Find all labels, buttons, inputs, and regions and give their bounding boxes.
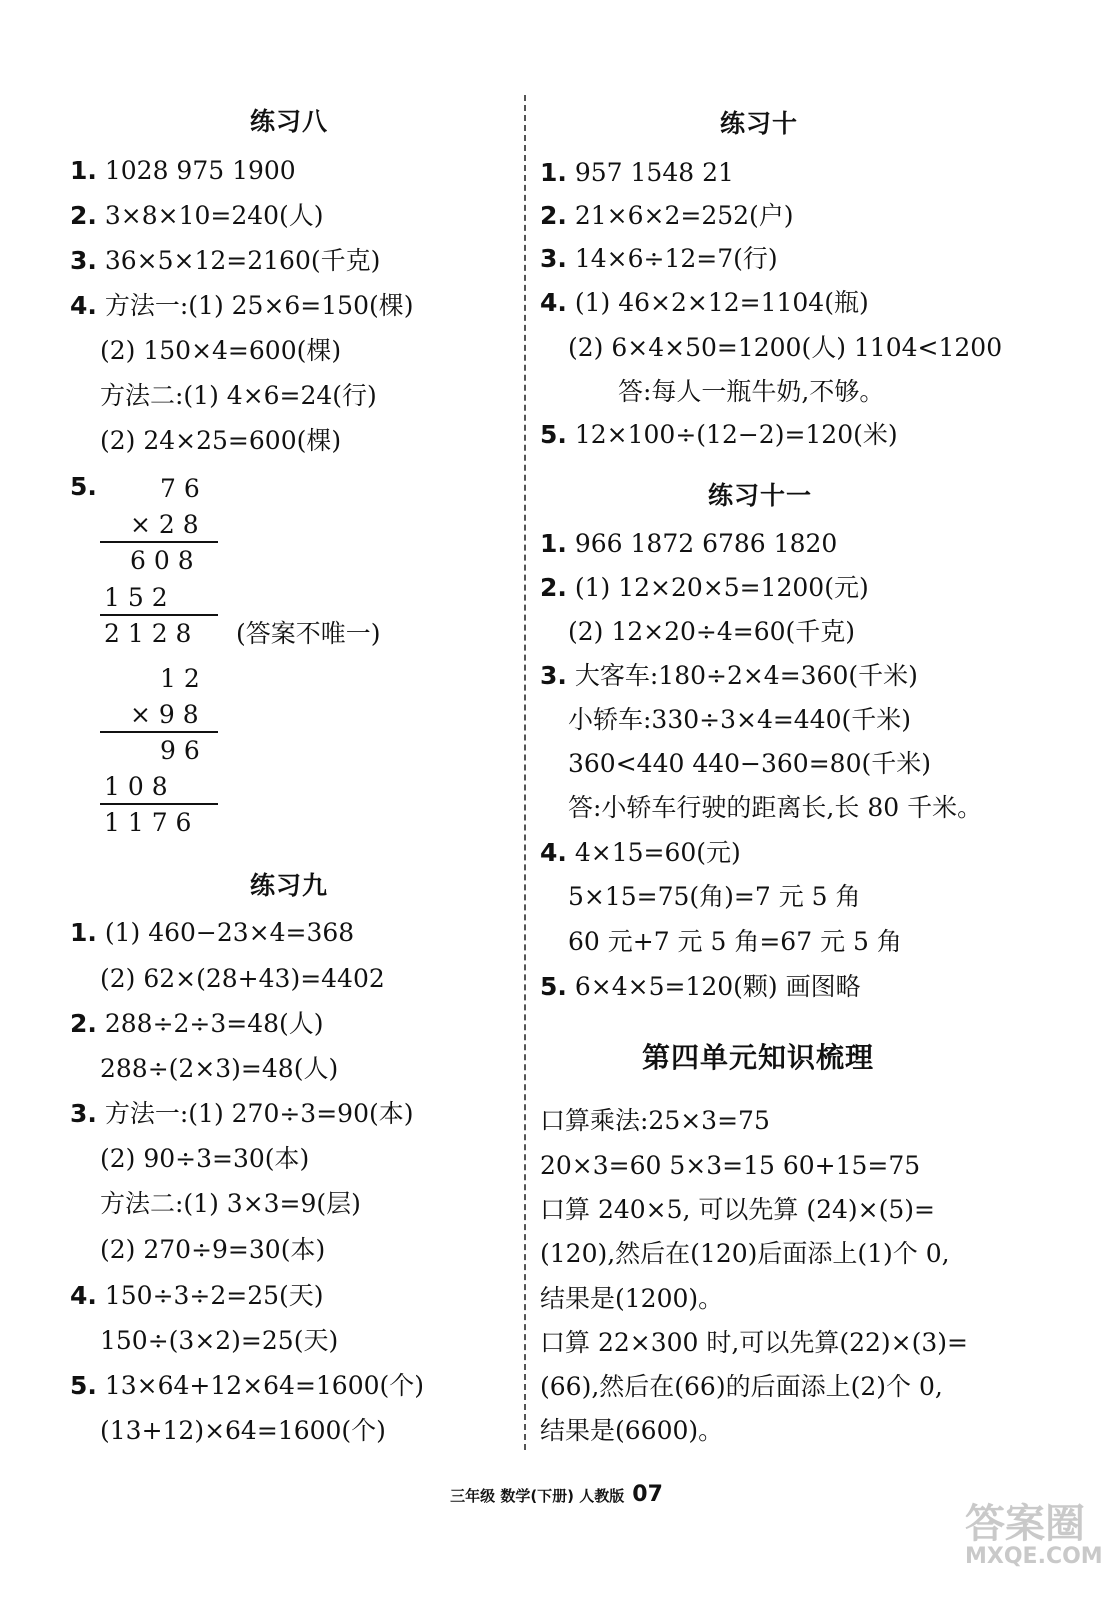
ex10-q4-answer: 答:每人一瓶牛奶,不够。 [618,377,885,406]
mult2-partial2: 1 0 8 [104,772,168,801]
q-number: 1. [70,156,97,185]
q-number: 3. [540,244,567,273]
ex11-q2 [540,575,869,600]
exercise-8-title: 练习八 [250,107,329,136]
q-number: 3. [540,661,567,690]
ex10-q5 [540,422,898,447]
ex10-q4-line2: (2) 6×4×50=1200(人) 1104<1200 [568,333,1003,362]
ex8-q4 [70,293,413,318]
answer: (1) 12×20×5=1200(元) [574,573,869,602]
mult1-rule1 [100,541,218,543]
mult-note: (答案不唯一) [236,619,381,648]
answer: 288÷2÷3=48(人) [104,1009,324,1038]
unit4-line2: 20×3=60 5×3=15 60+15=75 [540,1151,921,1180]
watermark [965,1501,1105,1594]
mult1-top: 7 6 [160,474,200,503]
answer: 13×64+12×64=1600(个) [104,1371,425,1400]
page-number: 07 [632,1482,663,1507]
ex9-q2 [70,1011,324,1036]
exercise-10-title: 练习十 [720,109,799,138]
ex9-q3-line3: 方法二:(1) 3×3=9(层) [100,1189,361,1218]
unit4-line1: 口算乘法:25×3=75 [540,1106,770,1135]
q-number: 2. [70,1009,97,1038]
q-number: 5. [540,972,567,1001]
unit4-line3: 口算 240×5, 可以先算 (24)×(5)= [540,1195,935,1224]
ex10-q4 [540,290,869,315]
answer: 12×100÷(12−2)=120(米) [574,420,898,449]
unit-4-summary-title: 第四单元知识梳理 [642,1041,875,1074]
q-number: 5. [540,420,567,449]
answer: 957 1548 21 [574,158,734,187]
ex8-q5 [70,474,97,499]
ex8-q2 [70,203,324,228]
exercise-9-title: 练习九 [250,871,329,900]
ex11-q5 [540,974,861,999]
page-footer [0,1482,1113,1507]
ex9-q5-line2: (13+12)×64=1600(个) [100,1416,386,1445]
answer: 6×4×5=120(颗) 画图略 [574,972,861,1001]
ex11-q4-line3: 60 元+7 元 5 角=67 元 5 角 [568,927,902,956]
ex9-q3-line4: (2) 270÷9=30(本) [100,1235,326,1264]
watermark-url: MXQE.COM [965,1544,1103,1569]
unit4-line7: (66),然后在(66)的后面添上(2)个 0, [540,1372,943,1401]
ex8-q3 [70,248,380,273]
q-number: 3. [70,1099,97,1128]
answer: 大客车:180÷2×4=360(千米) [574,661,918,690]
mult2-result: 1 1 7 6 [104,808,192,837]
q-number: 4. [70,1281,97,1310]
q-number: 4. [540,838,567,867]
ex9-q4 [70,1283,324,1308]
answer: 方法一:(1) 25×6=150(棵) [104,291,414,320]
watermark-logo: 答案圈 [965,1501,1085,1547]
ex11-q3-answer: 答:小轿车行驶的距离长,长 80 千米。 [568,793,983,822]
ex8-q4-line3: 方法二:(1) 4×6=24(行) [100,381,377,410]
ex9-q4-line2: 150÷(3×2)=25(天) [100,1326,339,1355]
ex10-q2 [540,203,794,228]
ex10-q1 [540,160,734,185]
answer: 3×8×10=240(人) [104,201,324,230]
q-number: 2. [540,201,567,230]
mult1-multiplier: × 2 8 [130,510,199,539]
ex11-q3-line3: 360<440 440−360=80(千米) [568,749,931,778]
answer: 14×6÷12=7(行) [574,244,778,273]
unit4-line5: 结果是(1200)。 [540,1284,724,1313]
ex8-q4-line2: (2) 150×4=600(棵) [100,336,342,365]
ex9-q1 [70,920,354,945]
answer: (1) 46×2×12=1104(瓶) [574,288,869,317]
ex9-q3-line2: (2) 90÷3=30(本) [100,1144,310,1173]
unit4-line8: 结果是(6600)。 [540,1416,724,1445]
mult2-top: 1 2 [160,664,200,693]
ex11-q1 [540,531,837,556]
q-number: 4. [70,291,97,320]
answer: 方法一:(1) 270÷3=90(本) [104,1099,414,1128]
footer-book-info: 三年级 数学(下册) 人教版 [450,1487,625,1505]
q-number: 1. [540,158,567,187]
mult2-partial1: 9 6 [160,736,200,765]
q-number: 1. [540,529,567,558]
ex11-q3 [540,663,918,688]
q-number: 4. [540,288,567,317]
mult2-rule1 [100,731,218,733]
answer: 4×15=60(元) [574,838,741,867]
unit4-line4: (120),然后在(120)后面添上(1)个 0, [540,1239,950,1268]
answer: 150÷3÷2=25(天) [104,1281,324,1310]
ex10-q3 [540,246,778,271]
ex8-q1 [70,158,296,183]
answer: 1028 975 1900 [104,156,296,185]
mult1-partial1: 6 0 8 [130,546,194,575]
answer: (1) 460−23×4=368 [104,918,355,947]
mult1-result: 2 1 2 8 [104,619,192,648]
unit4-line6: 口算 22×300 时,可以先算(22)×(3)= [540,1328,968,1357]
ex11-q2-line2: (2) 12×20÷4=60(千克) [568,617,856,646]
mult1-partial2: 1 5 2 [104,583,168,612]
ex9-q3 [70,1101,413,1126]
q-number: 2. [540,573,567,602]
q-number: 2. [70,201,97,230]
column-divider [524,95,526,1450]
ex11-q3-line2: 小轿车:330÷3×4=440(千米) [568,705,912,734]
mult2-multiplier: × 9 8 [130,700,199,729]
mult2-rule2 [100,803,218,805]
answer: 966 1872 6786 1820 [574,529,838,558]
ex11-q4 [540,840,741,865]
q-number: 3. [70,246,97,275]
answer: 36×5×12=2160(千克) [104,246,381,275]
q-number: 5. [70,1371,97,1400]
exercise-11-title: 练习十一 [708,481,813,510]
ex9-q2-line2: 288÷(2×3)=48(人) [100,1054,339,1083]
q-number: 5. [70,472,97,501]
mult1-rule2 [100,614,218,616]
ex9-q1-line2: (2) 62×(28+43)=4402 [100,964,385,993]
q-number: 1. [70,918,97,947]
answer: 21×6×2=252(户) [574,201,794,230]
ex9-q5 [70,1373,424,1398]
ex8-q4-line4: (2) 24×25=600(棵) [100,426,342,455]
ex11-q4-line2: 5×15=75(角)=7 元 5 角 [568,882,861,911]
